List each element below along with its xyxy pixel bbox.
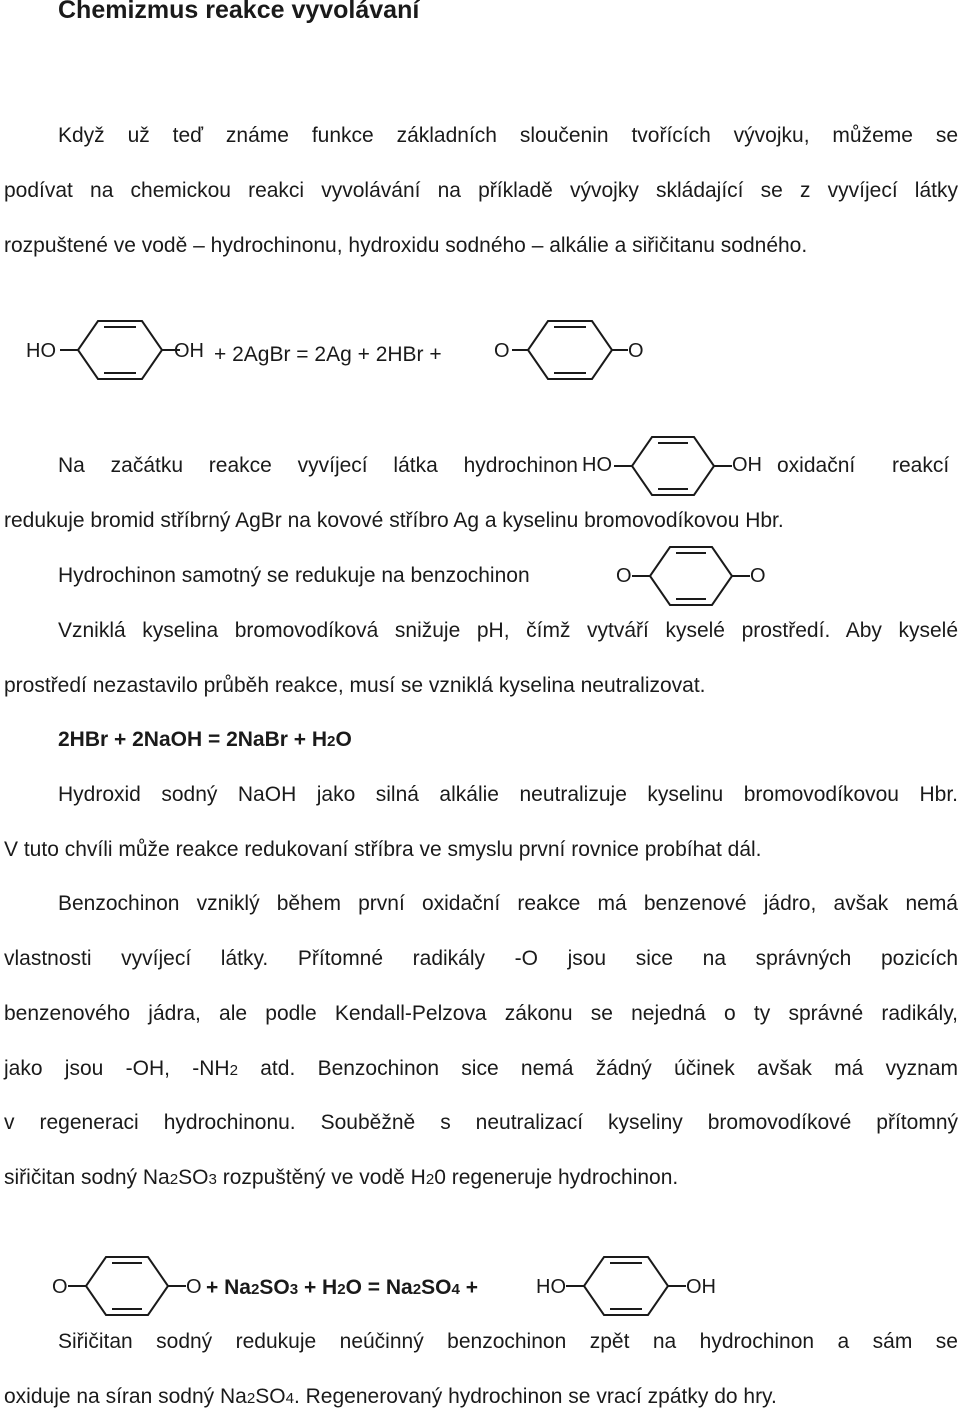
para6-line6: siřičitan sodný Na2SO3 rozpuštěný ve vodě H20 regeneruje hydrochinon. (4, 1166, 679, 1189)
reaction3-mol2-right: OH (686, 1276, 716, 1298)
reaction1-mol1-right: OH (174, 340, 204, 362)
para2-line1-before: Na začátku reakce vyvíjecí látka hydrochinon (58, 454, 578, 477)
hydroquinone-inline-icon (614, 433, 732, 499)
para5-line2: V tuto chvíli může reakce redukovaní stříbra ve smyslu první rovnice probíhat dál. (4, 838, 762, 861)
benzoquinone-inline-icon (632, 543, 750, 609)
para6-line5: v regeneraci hydrochinonu. Souběžně s neutralizací kyseliny bromovodíkové přítomný (4, 1111, 958, 1134)
page-title: Chemizmus reakce vyvolávaní (58, 0, 420, 24)
para1-line1: Když už teď známe funkce základních sloučenin tvořících vývojku, můžeme se (58, 124, 958, 147)
para4-line1: Vzniklá kyselina bromovodíková snižuje pH, čímž vytváří kyselé prostředí. Aby kyselé (58, 619, 958, 642)
para3-mol-left: O (616, 565, 632, 587)
para4-line2: prostředí nezastavilo průběh reakce, musí se vzniklá kyselina neutralizovat. (4, 674, 706, 697)
para3-mol-right: O (750, 565, 766, 587)
para7-line1: Siřičitan sodný redukuje neúčinný benzochinon zpět na hydrochinon a sám se (58, 1330, 958, 1353)
para3-text: Hydrochinon samotný se redukuje na benzochinon (58, 564, 530, 587)
reaction1-mol2-left: O (494, 340, 510, 362)
para2-mol-right: OH (732, 454, 762, 476)
para1-line2: podívat na chemickou reakci vyvolávání na příkladě vývojky skládající se z vyvíjecí látky (4, 179, 958, 202)
para2-mol-left: HO (582, 454, 612, 476)
para2-line1-after-a: oxidační (777, 454, 856, 477)
benzoquinone-ring-icon (512, 317, 628, 383)
para5-line1: Hydroxid sodný NaOH jako silná alkálie neutralizuje kyselinu bromovodíkovou Hbr. (58, 783, 958, 806)
benzoquinone-ring-2-icon (68, 1253, 186, 1319)
hydroquinone-ring-2-icon (566, 1253, 686, 1319)
para7-line2: oxiduje na síran sodný Na2SO4. Regenerovaný hydrochinon se vrací zpátky do hry. (4, 1385, 777, 1408)
para6-line1: Benzochinon vzniklý během první oxidační reakce má benzenové jádro, avšak nemá (58, 892, 958, 915)
reaction1-mol2-right: O (628, 340, 644, 362)
reaction3-text: + Na2SO3 + H2O = Na2SO4 + (206, 1276, 479, 1299)
equation2: 2HBr + 2NaOH = 2NaBr + H2O (58, 728, 352, 751)
hydroquinone-ring-icon (60, 317, 180, 383)
reaction3-mol1-left: O (52, 1276, 68, 1298)
reaction1-text: + 2AgBr = 2Ag + 2HBr + (214, 343, 442, 366)
reaction1-mol1-left: HO (26, 340, 56, 362)
para6-line2: vlastnosti vyvíjecí látky. Přítomné radikály -O jsou sice na správných pozicích (4, 947, 958, 970)
reaction3-mol1-right: O (186, 1276, 202, 1298)
para1-line3: rozpuštené ve vodě – hydrochinonu, hydroxidu sodného – alkálie a siřičitanu sodného. (4, 234, 808, 257)
reaction3-mol2-left: HO (536, 1276, 566, 1298)
para6-line3: benzenového jádra, ale podle Kendall-Pelzova zákonu se nejedná o ty správné radikály, (4, 1002, 958, 1025)
para2-line2: redukuje bromid stříbrný AgBr na kovové stříbro Ag a kyselinu bromovodíkovou Hbr. (4, 509, 784, 532)
para6-line4: jako jsou -OH, -NH2 atd. Benzochinon sice nemá žádný účinek avšak má vyznam (4, 1057, 958, 1080)
para2-line1-after-b: reakcí (892, 454, 950, 477)
